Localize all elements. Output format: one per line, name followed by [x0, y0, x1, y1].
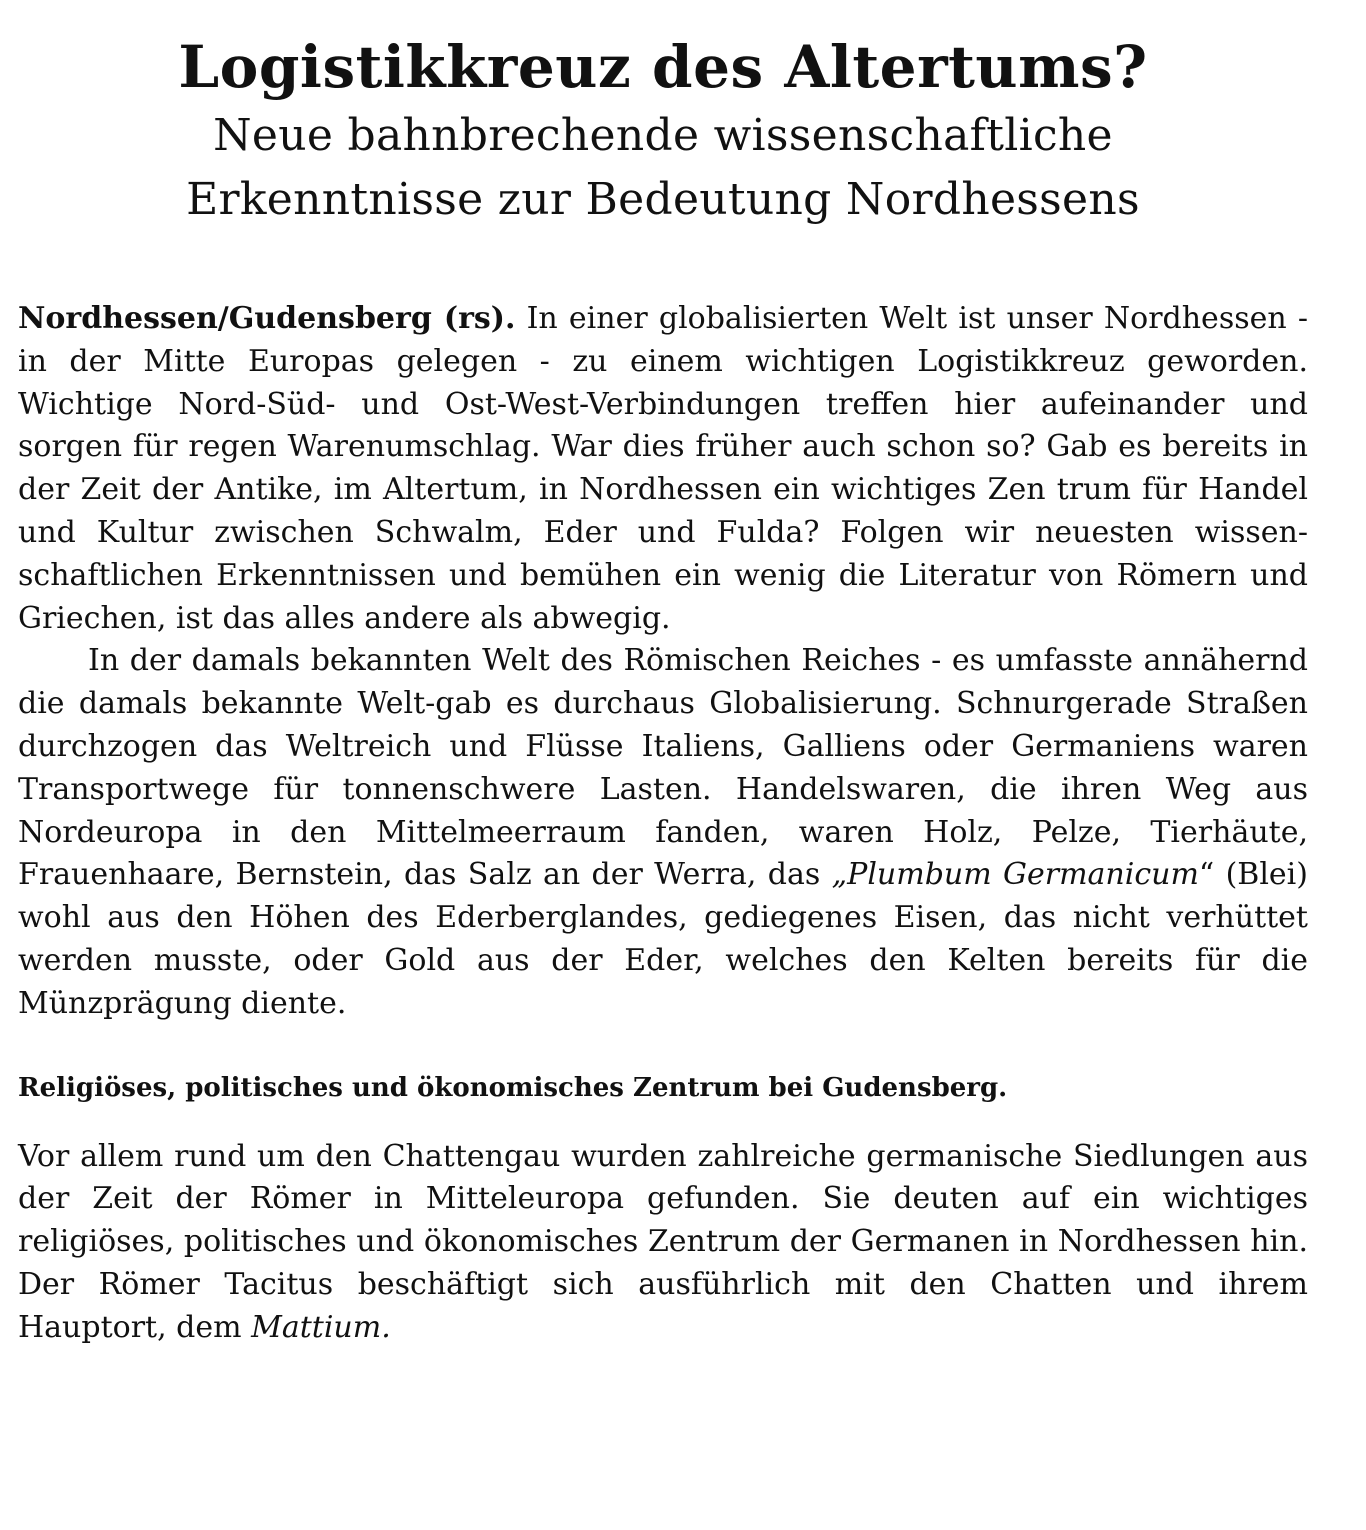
subtitle-line-2: Erkenntnisse zur Bedeutung Nordhessens — [186, 174, 1140, 225]
paragraph-1-text: In einer globalisierten Welt ist unser Nordhessen - in der Mitte Europas gelegen - zu einem wichtigen Logistikkreuz geworden. Wichtige Nord-Süd- und Ost-West-Verbindungen treffen hier aufeinander und sorgen für regen Warenumschlag. War dies früher auch schon so? Gab es bereits in der Zeit der Antike, im Altertum, in Nordhessen ein wichtiges Zen trum für Handel und Kultur zwischen Schwalm, Eder und Fulda? Folgen wir neuesten wissenschaftlichen Erkenntnissen und bemühen ein wenig die Literatur von Römern und Griechen, ist das alles andere als abwegig. — [18, 301, 1308, 636]
subtitle-line-1: Neue bahnbrechende wissenschaftliche — [213, 110, 1113, 161]
article-body — [18, 298, 1308, 1350]
paragraph-2 — [18, 640, 1308, 1025]
paragraph-3 — [18, 1136, 1308, 1350]
headline-title: Logistikkreuz des Altertums? — [178, 33, 1148, 101]
paragraph-3-italic: Mattium. — [251, 1309, 391, 1345]
document-page — [18, 0, 1308, 1350]
paragraph-2-italic: „Plumbum Germanicum — [831, 857, 1199, 893]
paragraph-3-text: Vor allem rund um den Chattengau wurden zahlreiche germanische Siedlungen aus der Zeit der Römer in Mitteleuropa gefunden. Sie deuten auf ein wichtiges religiöses, politisches und ökonomisches Zentrum der Germanen in Nordhessen hin. Der Römer Tacitus beschäftigt sich ausführlich mit den Chatten und ihrem Hauptort, dem — [18, 1138, 1308, 1345]
paragraph-2-text-b: “ (Blei) wohl aus den Höhen des Ederberglandes, gediegenes Eisen, das nicht verhüttet werden musste, oder Gold aus der Eder, welches den Kelten bereits für die Münzprägung diente. — [18, 857, 1308, 1021]
paragraph-1 — [18, 298, 1308, 640]
headline-subtitle — [18, 104, 1308, 232]
paragraph-2-text-a: In der damals bekannten Welt des Römischen Reiches - es umfasste annähernd die damals bekannte Welt-gab es durchaus Globalisierung. Schnurgerade Straßen durchzogen das Weltreich und Flüsse Italiens, Galliens oder Germaniens waren Transportwege für tonnenschwere Lasten. Handelswaren, die ihren Weg aus Nordeuropa in den Mittelmeerraum fanden, waren Holz, Pelze, Tierhäute, Frauenhaare, Bernstein, das Salz an der Werra, das — [18, 643, 1308, 893]
dateline: Nordhessen/Gudensberg (rs). — [18, 301, 516, 336]
section-subheading: Religiöses, politisches und ökonomisches Zentrum bei Gudensberg. — [18, 1072, 1008, 1103]
